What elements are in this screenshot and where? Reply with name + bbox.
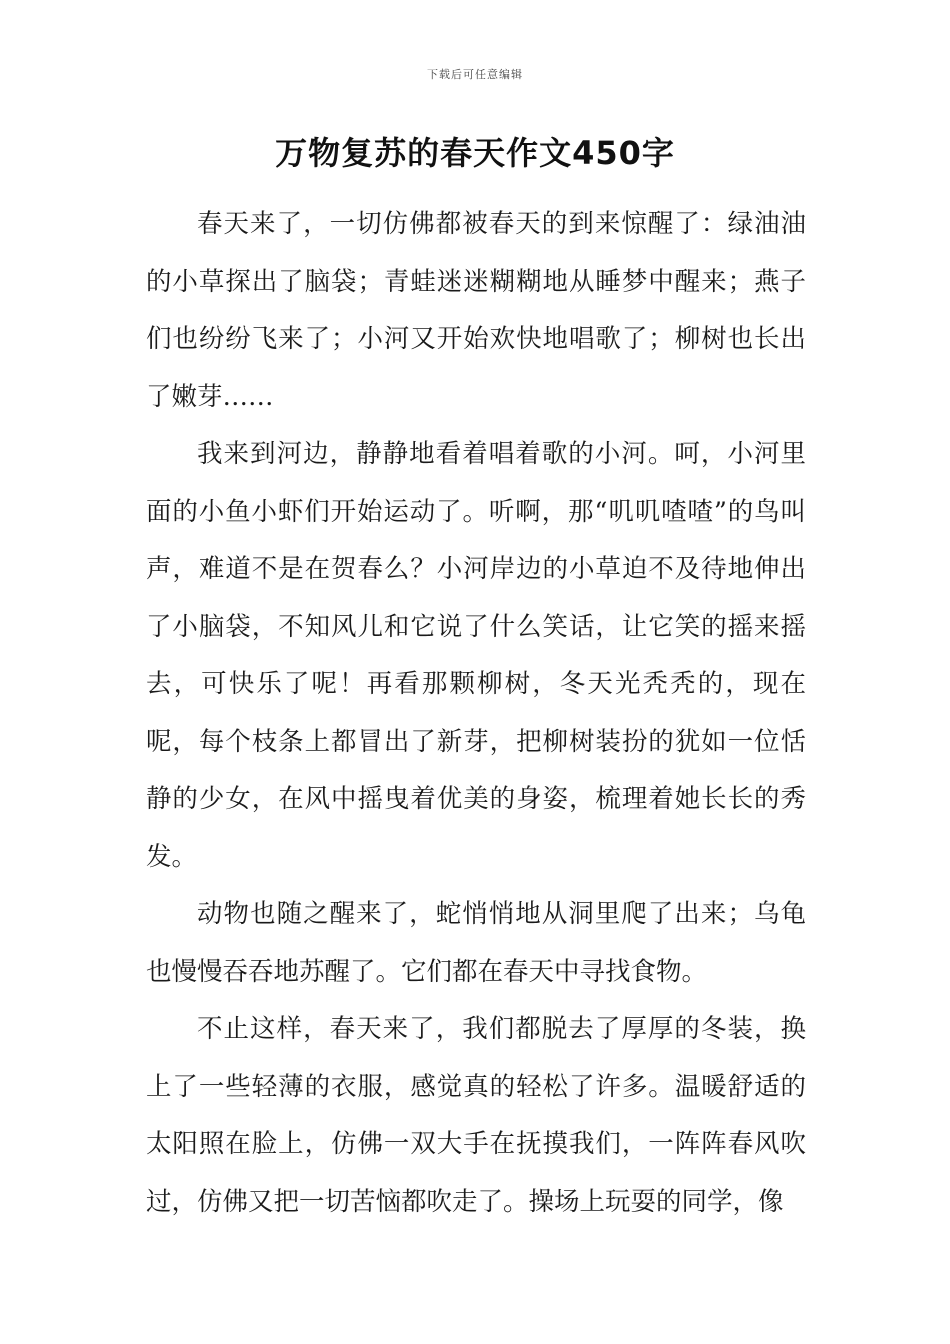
paragraph: 春天来了，一切仿佛都被春天的到来惊醒了：绿油油的小草探出了脑袋；青蛙迷迷糊糊地从睡梦中醒来；燕子们也纷纷飞来了；小河又开始欢快地唱歌了；柳树也长出了嫩芽…… — [146, 209, 806, 412]
paragraph: 我来到河边，静静地看着唱着歌的小河。呵，小河里面的小鱼小虾们开始运动了。听啊，那“叽叽喳喳”的鸟叫声，难道不是在贺春么？小河岸边的小草迫不及待地伸出了小脑袋，不知风儿和它说了什么笑话，让它笑的摇来摇去，可快乐了呢！再看那颗柳树，冬天光秃秃的，现在呢，每个枝条上都冒出了新芽，把柳树装扮的犹如一位恬静的少女，在风中摇曳着优美的身姿，梳理着她长长的秀发。 — [146, 439, 806, 872]
essay-title: 万物复苏的春天作文450字 — [275, 134, 675, 172]
header-note: 下载后可任意编辑 — [427, 68, 523, 81]
paragraph: 不止这样，春天来了，我们都脱去了厚厚的冬装，换上了一些轻薄的衣服，感觉真的轻松了许多。温暖舒适的太阳照在脸上，仿佛一双大手在抚摸我们，一阵阵春风吹过，仿佛又把一切苦恼都吹走了。操场上玩耍的同学，像 — [146, 1014, 806, 1217]
essay-body — [146, 196, 806, 1231]
paragraph: 动物也随之醒来了，蛇悄悄地从洞里爬了出来；乌龟也慢慢吞吞地苏醒了。它们都在春天中寻找食物。 — [146, 899, 806, 987]
